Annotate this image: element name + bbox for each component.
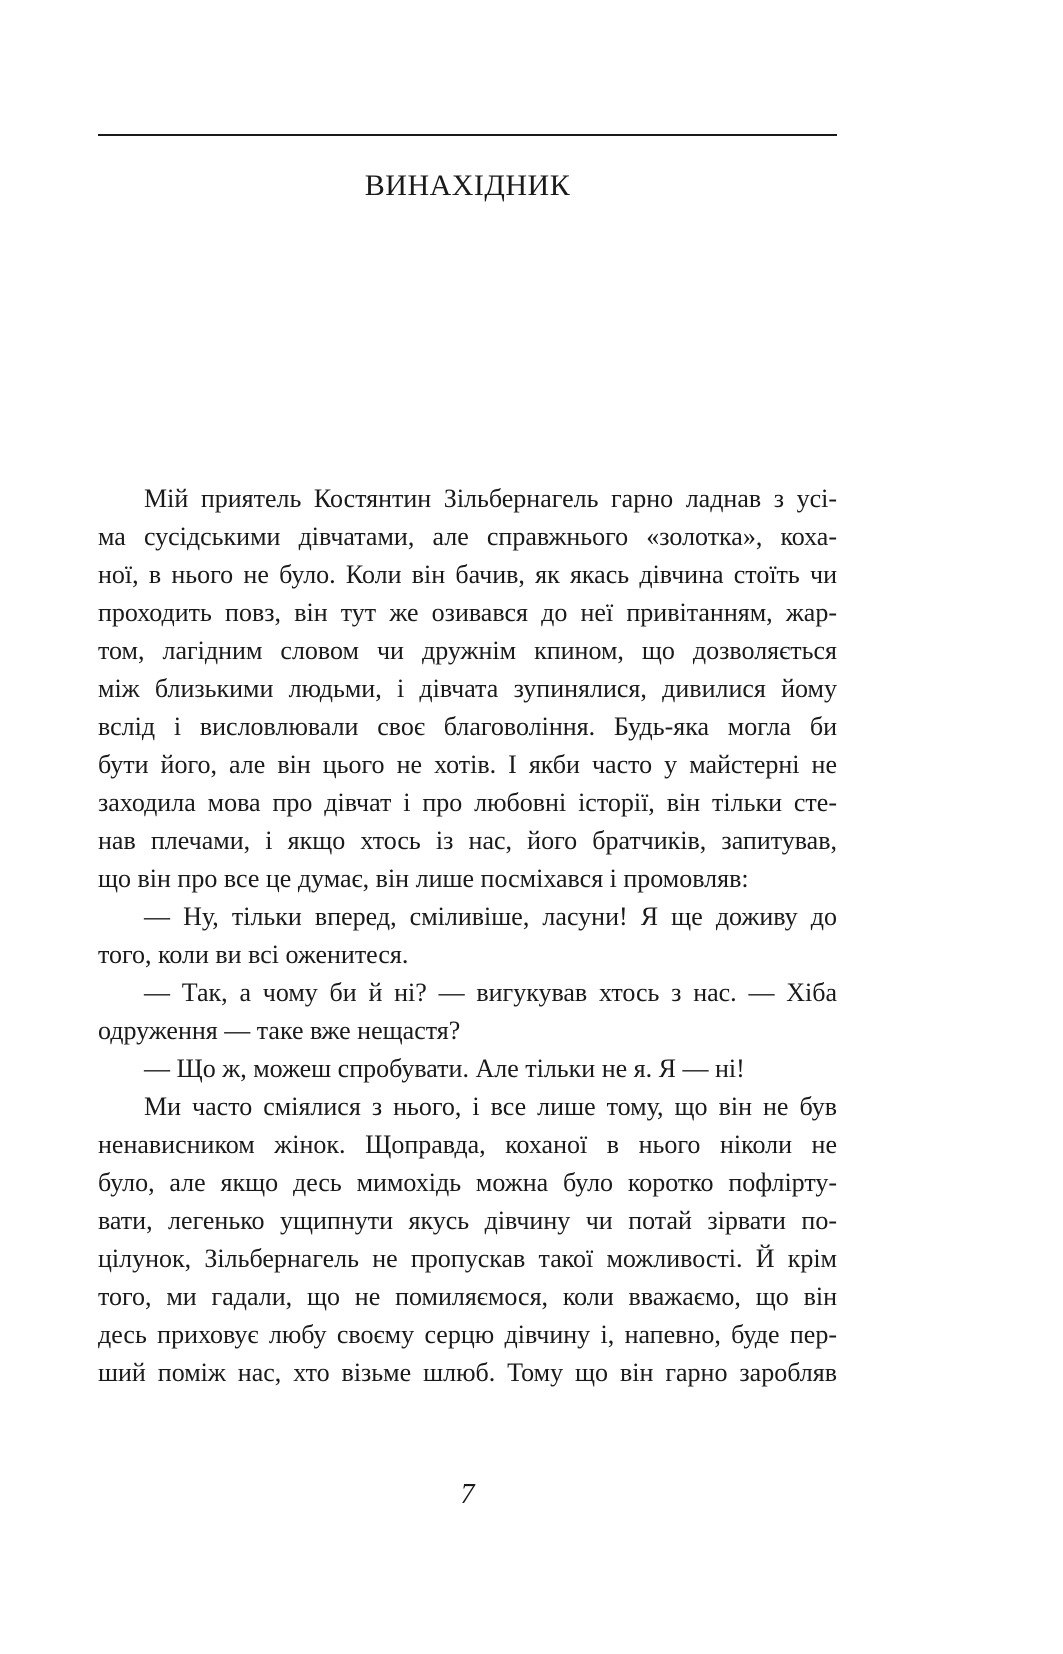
page-number: 7 bbox=[460, 1479, 475, 1510]
paragraph-line: нав плечами, і якщо хтось із нас, його братчиків, запитував, bbox=[98, 826, 837, 855]
dialogue-line: — Що ж, можеш спробувати. Але тільки не я. Я — ні! bbox=[144, 1054, 745, 1083]
chapter-top-rule bbox=[98, 134, 837, 136]
paragraph-line: заходила мова про дівчат і про любовні історії, він тільки сте- bbox=[98, 788, 837, 817]
paragraph-line: Ми часто сміялися з нього, і все лише тому, що він не був bbox=[144, 1092, 837, 1121]
paragraph-line: було, але якщо десь мимохідь можна було коротко пофлірту- bbox=[98, 1168, 837, 1197]
paragraph-line: того, ми гадали, що не помиляємося, коли вважаємо, що він bbox=[98, 1282, 837, 1311]
dialogue-line: — Ну, тільки вперед, сміливіше, ласуни! Я ще доживу до bbox=[144, 902, 837, 931]
paragraph-line: ма сусідськими дівчатами, але справжнього «золотка», коха- bbox=[98, 522, 837, 551]
paragraph-line: десь приховує любу своєму серцю дівчину і, напевно, буде пер- bbox=[98, 1320, 837, 1349]
paragraph-line: ненависником жінок. Щоправда, коханої в нього ніколи не bbox=[98, 1130, 837, 1159]
paragraph-line: ної, в нього не було. Коли він бачив, як якась дівчина стоїть чи bbox=[98, 560, 837, 589]
paragraph-line: Мій приятель Костянтин Зільбернагель гарно ладнав з усі- bbox=[144, 484, 837, 513]
body-text bbox=[98, 480, 837, 1392]
paragraph-line: том, лагідним словом чи дружнім кпином, що дозволяється bbox=[98, 636, 837, 665]
paragraph-line: що він про все це думає, він лише посміхався і промовляв: bbox=[98, 864, 749, 893]
dialogue-line: того, коли ви всі оженитеся. bbox=[98, 940, 409, 969]
chapter-title: ВИНАХІДНИК bbox=[364, 169, 571, 202]
paragraph-line: вслід і висловлювали своє благовоління. Будь-яка могла би bbox=[98, 712, 837, 741]
paragraph-line: вати, легенько ущипнути якусь дівчину чи потай зірвати по- bbox=[98, 1206, 837, 1235]
paragraph-line: між близькими людьми, і дівчата зупинялися, дивилися йому bbox=[98, 674, 837, 703]
dialogue-line: — Так, а чому би й ні? — вигукував хтось з нас. — Хіба bbox=[144, 978, 837, 1007]
paragraph-line: ший поміж нас, хто візьме шлюб. Тому що він гарно заробляв bbox=[98, 1358, 837, 1387]
dialogue-line: одруження — таке вже нещастя? bbox=[98, 1016, 461, 1045]
paragraph-line: проходить повз, він тут же озивався до неї привітанням, жар- bbox=[98, 598, 837, 627]
paragraph-line: бути його, але він цього не хотів. І якби часто у майстерні не bbox=[98, 750, 837, 779]
paragraph-line: цілунок, Зільбернагель не пропускав такої можливості. Й крім bbox=[98, 1244, 837, 1273]
